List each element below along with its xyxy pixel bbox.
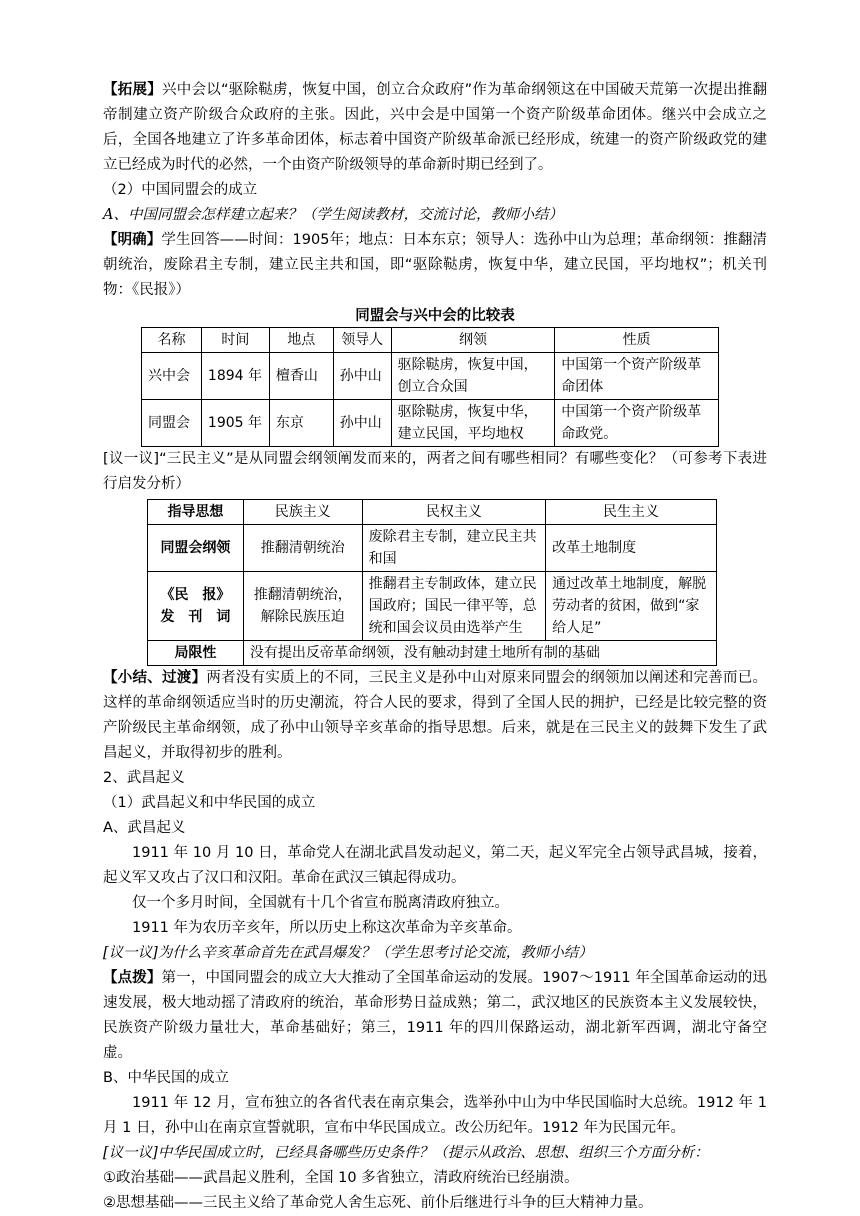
minbao-label-line1: 《民 报》: [160, 587, 231, 603]
heading-2-tongmenghui: （2）中国同盟会的成立: [103, 182, 258, 198]
table-cell: 推翻清朝统治，解除民族压迫: [243, 572, 362, 641]
paragraph-wuchang-2: 仅一个多月时间，全国就有十几个省宣布脱离清政府独立。: [132, 895, 509, 911]
discussion-minguo: [议一议]中华民国成立时，已经具备哪些历史条件？（提示从政治、思想、组织三个方面分析：: [103, 1145, 709, 1161]
table2-header-cell: 民权主义: [362, 500, 545, 525]
comparison-table: [141, 327, 719, 447]
label-tuozhan: 【拓展】: [103, 82, 162, 98]
label-mingque: 【明确】: [103, 232, 162, 248]
table-cell: 驱除鞑虏，恢复中华，建立民国，平均地权: [391, 400, 555, 447]
condition-political: ①政治基础——武昌起义胜利，全国 10 多省独立，清政府统治已经崩溃。: [103, 1170, 579, 1186]
discussion-sanminzhuyi: [议一议]“三民主义”是从同盟会纲领阐发而来的，两者之间有哪些相同？有哪些变化？（可参考下表进行启发分析）: [103, 451, 767, 492]
table-cell: 东京: [269, 400, 333, 447]
paragraph-tuozhan: [103, 78, 767, 178]
table1-header-cell: 时间: [201, 328, 269, 353]
table-cell: 推翻君主专制政体，建立民国政府；国民一律平等，总统和国会议员由选举产生: [362, 572, 545, 641]
table-cell: 孙中山: [333, 400, 391, 447]
table-row-label: 同盟会纲领: [148, 525, 244, 572]
table-row: [148, 572, 717, 641]
table-row: [142, 353, 719, 400]
question-a: A、中国同盟会怎样建立起来？（学生阅读教材，交流讨论，教师小结）: [103, 207, 563, 223]
heading-1-wuchang: （1）武昌起义和中华民国的成立: [103, 795, 316, 811]
table-cell: 1905 年: [201, 400, 269, 447]
table1-header-cell: 纲领: [391, 328, 555, 353]
table-row: [142, 400, 719, 447]
table-row: [148, 641, 717, 666]
table1-header-cell: 领导人: [333, 328, 391, 353]
table2-header-row: [148, 500, 717, 525]
paragraph-wuchang-3: 1911 年为农历辛亥年，所以历史上称这次革命为辛亥革命。: [132, 920, 522, 936]
document-content: [103, 78, 767, 1216]
table-row: [148, 525, 717, 572]
table-cell: 1894 年: [201, 353, 269, 400]
text-mingque: 学生回答——时间：1905年；地点：日本东京；领导人：选孙中山为总理；革命纲领：推翻清朝统治，废除君主专制，建立民主共和国，即“驱除鞑虏，恢复中华，建立民国，平均地权”；机关刊物：《民报》）: [103, 232, 767, 298]
paragraph-xiaojie: [103, 666, 767, 766]
table-row-label: [148, 572, 244, 641]
table-cell: 没有提出反帝革命纲领，没有触动封建土地所有制的基础: [243, 641, 716, 666]
paragraph-dianbo: [103, 966, 767, 1066]
label-xiaojie: 【小结、过渡】: [103, 670, 207, 686]
table-cell: 孙中山: [333, 353, 391, 400]
table1-header-cell: 地点: [269, 328, 333, 353]
table-cell: 推翻清朝统治: [243, 525, 362, 572]
text-xiaojie: 两者没有实质上的不同，三民主义是孙中山对原来同盟会的纲领加以阐述和完善而已。这样的革命纲领适应当时的历史潮流，符合人民的要求，得到了全国人民的拥护，已经是比较完整的资产阶级民主革命纲领，成了孙中山领导辛亥革命的指导思想。后来，就是在三民主义的鼓舞下发生了武昌起义，并取得初步的胜利。: [103, 670, 768, 761]
paragraph-minguo: 1911 年 12 月，宣布独立的各省代表在南京集会，选举孙中山为中华民国临时大总统。1912 年 1 月 1 日，孙中山在南京宣誓就职，宣布中华民国成立。改公历纪年。1912 年为民国元年。: [103, 1095, 767, 1136]
table-cell: 中国第一个资产阶级革命政党。: [555, 400, 719, 447]
table1-title: 同盟会与兴中会的比较表: [355, 308, 515, 324]
condition-ideological: ②思想基础——三民主义给了革命党人舍生忘死、前仆后继进行斗争的巨大精神力量。: [103, 1195, 653, 1211]
heading-wuchang: 2、武昌起义: [103, 770, 185, 786]
table-cell: 中国第一个资产阶级革命团体: [555, 353, 719, 400]
table1-header-cell: 性质: [555, 328, 719, 353]
heading-b-minguo: B、中华民国的成立: [103, 1070, 229, 1086]
table2-header-cell: 民生主义: [546, 500, 717, 525]
table-cell: 同盟会: [142, 400, 202, 447]
table1-header-row: [142, 328, 719, 353]
text-dianbo: 第一，中国同盟会的成立大大推动了全国革命运动的发展。1907～1911 年全国革命运动的迅速发展，极大地动摇了清政府的统治，革命形势日益成熟；第二，武汉地区的民族资本主义发展较快，民族资产阶级力量壮大，革命基础好；第三，1911 年的四川保路运动，湖北新军西调，湖北守备空虚。: [103, 970, 767, 1061]
table-cell: 通过改革土地制度，解脱劳动者的贫困，做到“家给人足”: [546, 572, 717, 641]
table-cell: 驱除鞑虏，恢复中国，创立合众国: [391, 353, 555, 400]
table-cell: 废除君主专制，建立民主共和国: [362, 525, 545, 572]
heading-a-wuchang: A、武昌起义: [103, 820, 186, 836]
table1-header-cell: 名称: [142, 328, 202, 353]
discussion-wuchang: [议一议]为什么辛亥革命首先在武昌爆发？（学生思考讨论交流，教师小结）: [103, 945, 593, 961]
table2-header-cell: 民族主义: [243, 500, 362, 525]
text-tuozhan: 兴中会以“驱除鞑虏，恢复中国，创立合众政府”作为革命纲领这在中国破天荒第一次提出推翻帝制建立资产阶级合众政府的主张。因此，兴中会是中国第一个资产阶级革命团体。继兴中会成立之后，全国各地建立了许多革命团体，标志着中国资产阶级革命派已经形成，统建一的资产阶级政党的建立已经成为时代的必然，一个由资产阶级领导的革命新时期已经到了。: [103, 82, 767, 173]
table-row-label: 局限性: [148, 641, 244, 666]
label-dianbo: 【点拨】: [103, 970, 162, 986]
paragraph-mingque: [103, 228, 767, 303]
paragraph-wuchang-1: 1911 年 10 月 10 日，革命党人在湖北武昌发动起义，第二天，起义军完全占领导武昌城，接着，起义军又攻占了汉口和汉阳。革命在武汉三镇起得成功。: [103, 845, 767, 886]
sanminzhuyi-table: [147, 499, 717, 666]
table-cell: 兴中会: [142, 353, 202, 400]
table-cell: 檀香山: [269, 353, 333, 400]
table-cell: 改革土地制度: [546, 525, 717, 572]
minbao-label-line2: 发 刊 词: [160, 609, 231, 625]
table2-header-cell: 指导思想: [148, 500, 244, 525]
